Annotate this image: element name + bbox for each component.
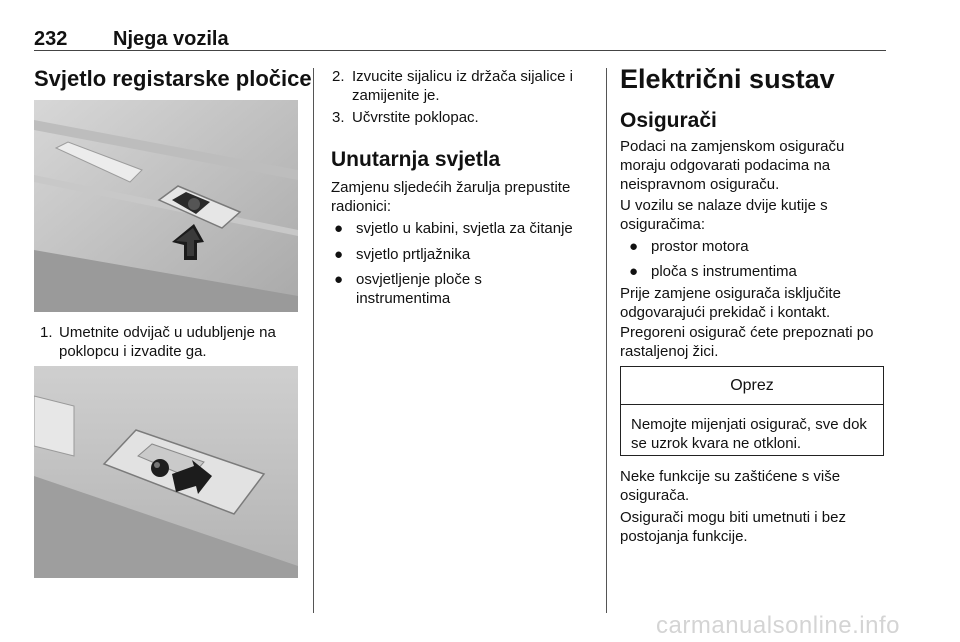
list-item — [334, 270, 504, 308]
header-rule — [34, 50, 886, 51]
fuses-paragraph-2: U vozilu se nalaze dvije kutije s osiguračima: — [620, 197, 828, 233]
step-3-number: 3. — [332, 109, 345, 126]
list-item-text: osvjetljenje ploče s instrumentima — [356, 271, 482, 307]
license-light-photo-1 — [34, 100, 298, 312]
bullet-icon: ● — [334, 246, 344, 263]
fuses-paragraph-5: Neke funkcije su zaštićene s više osigurača. — [620, 468, 841, 504]
step-1-text: Umetnite odvijač u udubljenje na poklopcu i izvadite ga. — [59, 324, 276, 360]
fuses-paragraph-1: Podaci na zamjenskom osiguraču moraju odgovarati podacima na neispravnom osiguraču. — [620, 138, 845, 193]
list-item-text: prostor motora — [651, 238, 749, 255]
interior-lights-heading: Unutarnja svjetla — [331, 148, 501, 171]
interior-lights-intro: Zamjenu sljedećih žarulja prepustite radionici: — [331, 179, 571, 215]
section-heading-license-light: Svjetlo registarske pločice — [34, 66, 312, 91]
license-light-photo-2 — [34, 366, 298, 578]
step-2 — [332, 67, 594, 105]
list-item — [629, 237, 879, 256]
page-number: 232 — [34, 28, 68, 50]
fuses-paragraph-4: Pregoreni osigurač ćete prepoznati po rastaljenoj žici. — [620, 324, 874, 360]
step-3 — [332, 108, 594, 127]
bullet-icon: ● — [629, 238, 639, 255]
step-2-number: 2. — [332, 68, 345, 85]
list-item — [334, 219, 596, 238]
fuses-heading: Osigurači — [620, 109, 717, 132]
bullet-icon: ● — [334, 271, 344, 288]
column-divider-2 — [606, 68, 607, 613]
section-title: Njega vozila — [113, 28, 229, 50]
bullet-icon: ● — [334, 220, 344, 237]
bullet-icon: ● — [629, 263, 639, 280]
column-divider-1 — [313, 68, 314, 613]
caution-title: Oprez — [621, 367, 883, 405]
watermark: carmanualsonline.info — [656, 612, 900, 639]
step-1-number: 1. — [40, 324, 53, 341]
caution-box — [620, 366, 884, 456]
fuses-paragraph-3: Prije zamjene osigurača isključite odgovarajući prekidač i kontakt. — [620, 285, 841, 321]
list-item — [334, 245, 596, 264]
step-1 — [40, 323, 302, 361]
list-item — [629, 262, 879, 281]
step-3-text: Učvrstite poklopac. — [352, 109, 479, 126]
list-item-text: svjetlo prtljažnika — [356, 246, 471, 263]
electrical-system-heading: Električni sustav — [620, 64, 835, 94]
caution-text: Nemojte mijenjati osigurač, sve dok se uzrok kvara ne otkloni. — [631, 416, 867, 452]
fuses-paragraph-6: Osigurači mogu biti umetnuti i bez postojanja funkcije. — [620, 509, 846, 545]
list-item-text: svjetlo u kabini, svjetla za čitanje — [356, 220, 573, 237]
list-item-text: ploča s instrumentima — [651, 263, 797, 280]
step-2-text: Izvucite sijalicu iz držača sijalice i zamijenite je. — [352, 68, 573, 104]
